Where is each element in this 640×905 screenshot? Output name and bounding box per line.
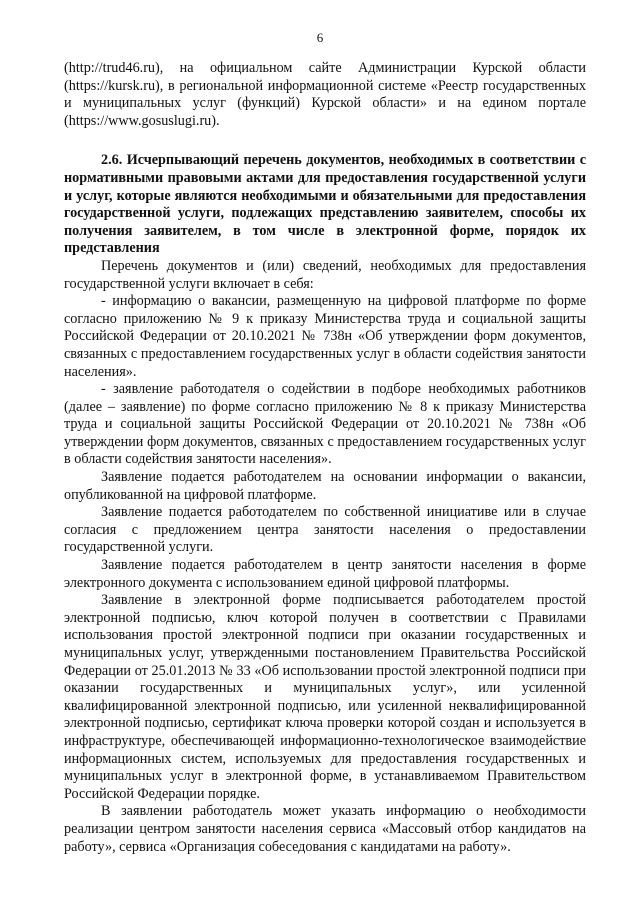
page-number: 6 bbox=[316, 30, 324, 45]
paragraph-application-basis: Заявление подается работодателем на основании информации о вакансии, опубликованной на цифровой платформе. bbox=[64, 469, 586, 503]
document-body bbox=[64, 60, 586, 856]
paragraph-electronic-signature: Заявление в электронной форме подписывается работодателем простой электронной подписью, ключ которой получен в соответствии с Правилами использования простой электронной подписи при оказании государственных и муниципальных услуг, утвержденными постановлением Правительства Российской Федерации от 25.01.2013 № 33 «Об использовании простой электронной подписи при оказании государственных и муниципальных услуг», или усиленной квалифицированной электронной подписью, или усиленной неквалифицированной электронной подписью, сертификат ключа проверки которой создан и используется в инфраструктуре, обеспечивающей информационно-технологическое взаимодействие информационных систем, используемых для предоставления государственных и муниципальных услуг в электронной форме, в устанавливаемом Правительством Российской Федерации порядке. bbox=[64, 592, 586, 802]
paragraph-employer-application: - заявление работодателя о содействии в подборе необходимых работников (далее – заявление) по форме согласно приложению № 8 к приказу Министерства труда и социальной защиты Российской Федерации от 20.10.2021 № 738н «Об утверждении форм документов, связанных с предоставлением государственных услуг в области содействия занятости населения». bbox=[64, 381, 586, 468]
paragraph-portal-links: (http://trud46.ru), на официальном сайте Администрации Курской области (https://kursk.ru), в региональной информационной системе «Реестр государственных и муниципальных услуг (функций) Курской области» и на едином портале (https://www.gosuslugi.ru). bbox=[64, 60, 586, 129]
paragraph-application-electronic: Заявление подается работодателем в центр занятости населения в форме электронного документа с использованием единой цифровой платформы. bbox=[64, 557, 586, 591]
section-heading-2-6: 2.6. Исчерпывающий перечень документов, необходимых в соответствии с нормативными правовыми актами для предоставления государственной услуги и услуг, которые являются необходимыми и обязательными для предоставления государственной услуги, подлежащих представлению заявителем, способы их получения заявителем, в том числе в электронной форме, порядок их представления bbox=[64, 152, 586, 257]
paragraph-application-initiative: Заявление подается работодателем по собственной инициативе или в случае согласия с предложением центра занятости населения о предоставлении государственной услуги. bbox=[64, 504, 586, 556]
paragraph-services: В заявлении работодатель может указать информацию о необходимости реализации центром занятости населения сервиса «Массовый отбор кандидатов на работу», сервиса «Организация собеседования с кандидатами на работу». bbox=[64, 803, 586, 855]
paragraph-documents-list-intro: Перечень документов и (или) сведений, необходимых для предоставления государственной услуги включает в себя: bbox=[64, 257, 586, 292]
paragraph-vacancy-info: - информацию о вакансии, размещенную на цифровой платформе по форме согласно приложению № 9 к приказу Министерства труда и социальной защиты Российской Федерации от 20.10.2021 № 738н «Об утверждении форм документов, связанных с предоставлением государственных услуг в области содействия занятости населения». bbox=[64, 293, 586, 380]
